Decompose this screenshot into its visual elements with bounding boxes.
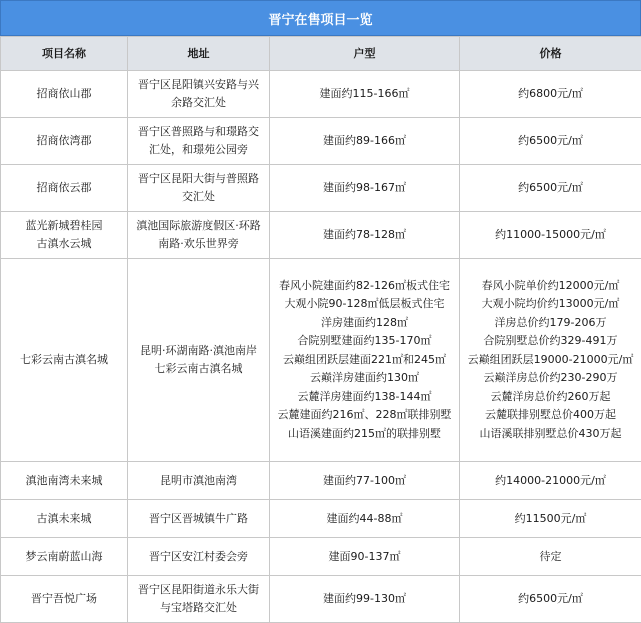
cell-price-line: 云麓洋房总价约260万起 — [491, 390, 611, 403]
cell-address-line: 与宝塔路交汇处 — [160, 601, 237, 614]
cell-project-name-line: 招商依云郡 — [37, 181, 92, 194]
cell-address — [128, 500, 270, 538]
cell-project-name-line: 招商依湾郡 — [37, 134, 92, 147]
cell-layout — [270, 212, 460, 259]
cell-price — [460, 212, 641, 259]
cell-price-line: 合院别墅总价约329-491万 — [484, 334, 618, 347]
cell-project-name — [1, 212, 128, 259]
cell-project-name — [1, 165, 128, 212]
cell-layout — [270, 538, 460, 576]
cell-price-line: 约6500元/㎡ — [518, 592, 583, 605]
table-row — [1, 576, 641, 623]
cell-layout-line: 合院别墅建面约135-170㎡ — [298, 334, 432, 347]
cell-project-name — [1, 538, 128, 576]
cell-layout-line: 春风小院建面约82-126㎡板式住宅 — [279, 279, 450, 292]
header-name: 项目名称 — [1, 37, 128, 71]
cell-price — [460, 165, 641, 212]
cell-address-line: 晋宁区昆阳街道永乐大街 — [138, 583, 259, 596]
cell-layout-line: 山语溪建面约215㎡的联排别墅 — [288, 427, 441, 440]
cell-project-name-line: 滇池南湾未来城 — [26, 474, 103, 487]
cell-address-line: 七彩云南古滇名城 — [155, 362, 243, 375]
cell-project-name — [1, 259, 128, 462]
cell-project-name — [1, 71, 128, 118]
cell-address — [128, 118, 270, 165]
projects-table — [0, 36, 641, 623]
cell-layout — [270, 462, 460, 500]
cell-address-line: 晋宁区昆阳大街与普照路 — [138, 172, 259, 185]
cell-layout — [270, 259, 460, 462]
cell-address-line: 滇池国际旅游度假区·环路 — [136, 219, 261, 232]
cell-price-line: 云巅组团跃层19000-21000元/㎡ — [468, 353, 634, 366]
cell-layout-line: 云麓洋房建面约138-144㎡ — [298, 390, 432, 403]
cell-price — [460, 500, 641, 538]
cell-layout — [270, 165, 460, 212]
cell-project-name-line: 七彩云南古滇名城 — [20, 353, 108, 366]
cell-price-line: 约11000-15000元/㎡ — [495, 228, 606, 241]
cell-price-line: 约6500元/㎡ — [518, 181, 583, 194]
cell-project-name-line: 古滇未来城 — [37, 512, 92, 525]
cell-address — [128, 212, 270, 259]
cell-project-name-line: 梦云南蔚蓝山海 — [26, 550, 103, 563]
cell-address — [128, 538, 270, 576]
cell-address-line: 晋宁区昆阳镇兴安路与兴 — [138, 78, 259, 91]
cell-address — [128, 259, 270, 462]
cell-layout-line: 建面约115-166㎡ — [320, 87, 410, 100]
cell-layout — [270, 576, 460, 623]
cell-layout-line: 云麓建面约216㎡、228㎡联排别墅 — [278, 408, 452, 421]
table-row — [1, 71, 641, 118]
cell-project-name-line: 晋宁吾悦广场 — [31, 592, 97, 605]
table-title: 晋宁在售项目一览 — [0, 0, 641, 36]
cell-address — [128, 165, 270, 212]
cell-address-line: 晋宁区晋城镇牛广路 — [149, 512, 248, 525]
cell-price-line: 云麓联排别墅总价400万起 — [485, 408, 616, 421]
header-address: 地址 — [128, 37, 270, 71]
cell-layout-line: 大观小院90-128㎡低层板式住宅 — [285, 297, 445, 310]
table-row — [1, 462, 641, 500]
table-row — [1, 500, 641, 538]
cell-price-line: 约11500元/㎡ — [515, 512, 587, 525]
cell-project-name — [1, 462, 128, 500]
cell-price — [460, 576, 641, 623]
cell-project-name-line: 蓝光新城碧桂园 — [26, 219, 103, 232]
cell-address-line: 晋宁区安江村委会旁 — [149, 550, 248, 563]
cell-address — [128, 462, 270, 500]
cell-layout — [270, 71, 460, 118]
cell-address-line: 余路交汇处 — [171, 96, 226, 109]
cell-layout-line: 建面约89-166㎡ — [323, 134, 406, 147]
cell-price-line: 洋房总价约179-206万 — [495, 316, 607, 329]
cell-price-line: 约14000-21000元/㎡ — [495, 474, 606, 487]
header-layout: 户型 — [270, 37, 460, 71]
cell-address-line: 晋宁区普照路与和璟路交 — [138, 125, 259, 138]
cell-address-line: 南路·欢乐世界旁 — [158, 237, 239, 250]
cell-project-name-line: 招商依山郡 — [37, 87, 92, 100]
cell-project-name — [1, 576, 128, 623]
table-row — [1, 259, 641, 462]
cell-address-line: 交汇处 — [182, 190, 215, 203]
cell-price-line: 待定 — [540, 550, 562, 563]
cell-layout-line: 云巅洋房建面约130㎡ — [310, 371, 419, 384]
cell-address-line: 汇处，和璟苑公园旁 — [149, 143, 248, 156]
cell-layout-line: 建面约77-100㎡ — [323, 474, 406, 487]
cell-project-name — [1, 500, 128, 538]
cell-layout-line: 建面约98-167㎡ — [323, 181, 406, 194]
cell-layout-line: 建面约78-128㎡ — [323, 228, 406, 241]
table-row — [1, 212, 641, 259]
cell-price — [460, 462, 641, 500]
cell-address-line: 昆明·环湖南路·滇池南岸 — [140, 344, 257, 357]
cell-price-line: 云巅洋房总价约230-290万 — [484, 371, 618, 384]
cell-address — [128, 71, 270, 118]
table-row — [1, 118, 641, 165]
cell-price — [460, 538, 641, 576]
cell-project-name — [1, 118, 128, 165]
cell-layout-line: 洋房建面约128㎡ — [321, 316, 408, 329]
cell-price-line: 约6800元/㎡ — [518, 87, 583, 100]
table-row — [1, 538, 641, 576]
table-row — [1, 165, 641, 212]
cell-price — [460, 71, 641, 118]
header-price: 价格 — [460, 37, 641, 71]
cell-address-line: 昆明市滇池南湾 — [160, 474, 237, 487]
cell-price — [460, 118, 641, 165]
cell-price — [460, 259, 641, 462]
cell-layout-line: 云巅组团跃层建面221㎡和245㎡ — [283, 353, 446, 366]
header-row — [1, 37, 641, 71]
cell-price-line: 约6500元/㎡ — [518, 134, 583, 147]
cell-price-line: 春风小院单价约12000元/㎡ — [482, 279, 620, 292]
cell-address — [128, 576, 270, 623]
cell-layout-line: 建面约99-130㎡ — [323, 592, 406, 605]
cell-price-line: 大观小院均价约13000元/㎡ — [482, 297, 620, 310]
cell-layout — [270, 118, 460, 165]
cell-price-line: 山语溪联排别墅总价430万起 — [480, 427, 622, 440]
cell-layout-line: 建面约44-88㎡ — [327, 512, 403, 525]
cell-layout-line: 建面90-137㎡ — [329, 550, 401, 563]
cell-layout — [270, 500, 460, 538]
cell-project-name-line: 古滇水云城 — [37, 237, 92, 250]
